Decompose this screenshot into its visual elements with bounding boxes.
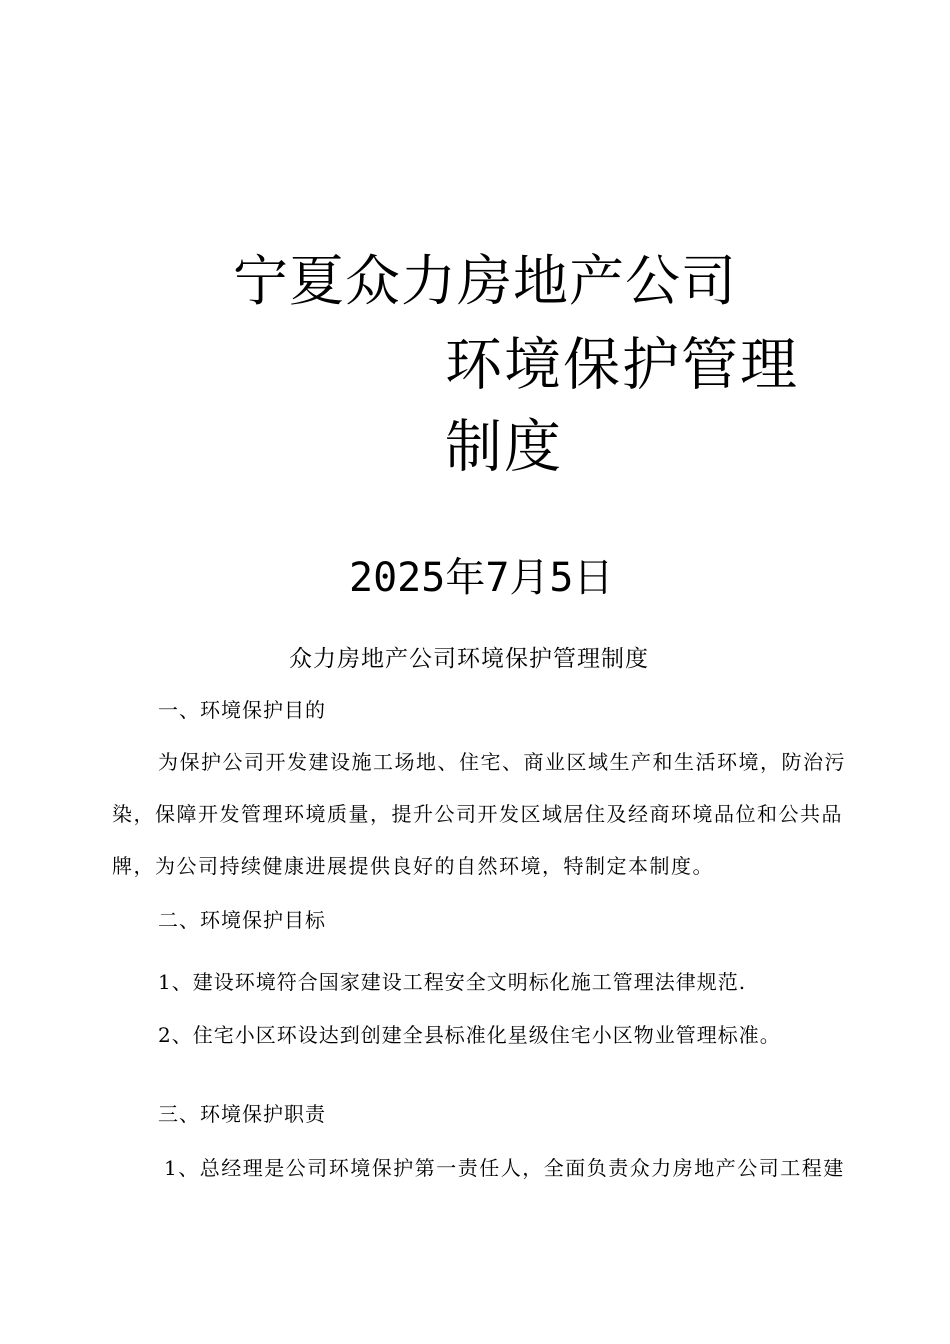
section-3-item: 1、总经理是公司环境保护第一责任人，全面负责众力房地产公司工程建 <box>164 1156 845 1180</box>
section-1-title: 一、环境保护目的 <box>158 698 326 722</box>
document-date: 2025年7月5日 <box>349 555 614 601</box>
section-1-line: 牌，为公司持续健康进展提供良好的自然环境，特制定本制度。 <box>112 854 714 878</box>
section-2-title: 二、环境保护目标 <box>158 908 326 932</box>
section-1-line: 为保护公司开发建设施工场地、住宅、商业区域生产和生活环境，防治污 <box>158 750 846 774</box>
section-2-item: 1、建设环境符合国家建设工程安全文明标化施工管理法律规范. <box>158 970 747 994</box>
main-title-line-2: 制度 <box>445 414 563 480</box>
document-heading: 众力房地产公司环境保护管理制度 <box>289 646 649 672</box>
main-title-line-1: 环境保护管理 <box>445 332 799 398</box>
section-2-item: 2、住宅小区环设达到创建全县标准化星级住宅小区物业管理标准。 <box>158 1023 781 1047</box>
section-1-line: 染，保障开发管理环境质量，提升公司开发区域居住及经商环境品位和公共品 <box>112 802 843 826</box>
section-3-title: 三、环境保护职责 <box>158 1102 326 1126</box>
company-title: 宁夏众力房地产公司 <box>233 249 738 313</box>
